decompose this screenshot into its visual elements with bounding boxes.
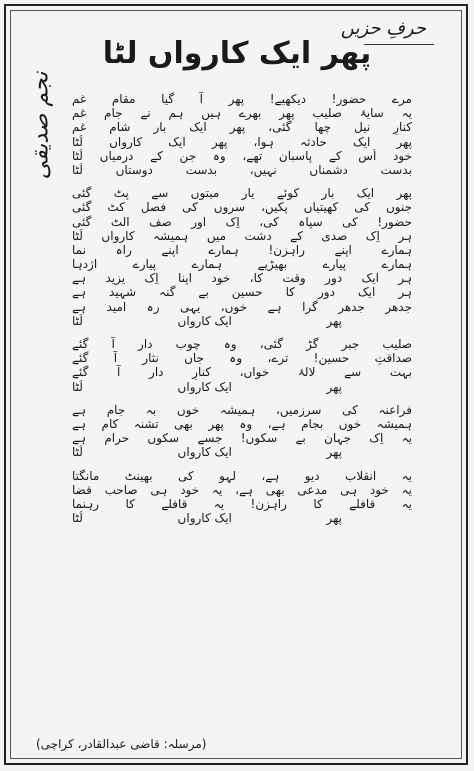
poem-line: یہ اِک جہان بے سکوں! جسے سکوں حرام ہے bbox=[72, 431, 412, 446]
stanza-gap bbox=[72, 177, 412, 186]
poet-signature-box bbox=[26, 50, 56, 200]
poem-line: مرے حضور! دیکھیے! پھر آ گیا مقامِ غم bbox=[72, 92, 412, 106]
sender-credit: (مرسلہ: قاضی عبدالقادر، کراچی) bbox=[36, 737, 207, 751]
poem-line: یہ انقلاب دیو ہے، لہو کی بھینٹ مانگتا bbox=[72, 468, 412, 483]
poem-line: ہر اِک صدی کے دشت میں ہمیشہ کارواں لُٹا bbox=[72, 228, 412, 243]
refrain-line bbox=[72, 380, 412, 394]
stanza-gap bbox=[72, 460, 412, 469]
poem-line: یہ قافلے کا راہزن! یہ قافلے کا رہنما bbox=[72, 496, 412, 511]
poem-line: صلیب جبر گڑ گئی، وہ چوب دار آ گئے bbox=[72, 337, 412, 351]
poem-line: یہ خود ہی مدعی بھی ہے، یہ خود ہی صاحبِ قضا bbox=[72, 482, 412, 497]
poem-line: حضور! کی سپاہ کی، اِک اور صف الٹ گئی bbox=[72, 214, 412, 229]
poem-line: ہر ایک دور کا حسین بے گنہ شہید ہے bbox=[72, 285, 412, 300]
poem-line: کنارِ نیل چھا گئی، پھر ایک بار شامِ غم bbox=[72, 120, 412, 135]
refrain-word: لُٹا bbox=[72, 511, 83, 526]
poet-name: نجم صدیقی bbox=[28, 71, 54, 179]
column-title: حرفِ حزیں bbox=[340, 18, 426, 39]
refrain-line bbox=[72, 314, 412, 328]
poem-title: پھر ایک کارواں لٹا bbox=[102, 36, 372, 71]
refrain-word: لُٹا bbox=[72, 313, 83, 328]
refrain-word: ایک کارواں bbox=[177, 313, 232, 328]
refrain-word: ایک کارواں bbox=[177, 511, 232, 526]
refrain-word: ایک کارواں bbox=[177, 379, 232, 394]
refrain-word: پھر bbox=[326, 313, 342, 328]
refrain-word: لُٹا bbox=[72, 445, 83, 460]
poem-line: یہ سایۂ صلیب پھر بھرے ہیں ہم نے جامِ غم bbox=[72, 106, 412, 121]
poem-line: پھر ایک بار کوئے یار میتوں سے پٹ گئی bbox=[72, 186, 412, 201]
stanza-gap bbox=[72, 328, 412, 337]
refrain-word: پھر bbox=[326, 379, 342, 394]
poem-body bbox=[72, 92, 412, 525]
refrain-word: لُٹا bbox=[72, 379, 83, 394]
poem-line: پھر ایک حادثہ ہوا، پھر ایک کارواں لُٹا bbox=[72, 134, 412, 149]
stanza-gap bbox=[72, 394, 412, 403]
refrain-word: ایک کارواں bbox=[177, 445, 232, 460]
refrain-word: پھر bbox=[326, 511, 342, 526]
poem-line: ہر ایک دور وقت کا، خود اپنا اِک یزید ہے bbox=[72, 271, 412, 286]
poem-line: بہت سے لالۂ خواں، کنارِ دار آ گئے bbox=[72, 365, 412, 380]
poem-line: جنوں کی کھیتیاں پکیں، سروں کی فصل کٹ گئی bbox=[72, 200, 412, 215]
poem-line: ہمارے اپنے راہزن! ہمارے اپنے راہ نما bbox=[72, 242, 412, 257]
refrain-line bbox=[72, 511, 412, 525]
poem-line: فراعنہ کی سرزمیں، ہمیشہ خوں بہ جام ہے bbox=[72, 402, 412, 417]
poem-line: خود اُس کے پاسبان تھے، وہ جن کے درمیاں لُٹا bbox=[72, 148, 412, 163]
poem-line: ہمارے پیارے بھیڑیے ہمارے پیارے اژدہا bbox=[72, 257, 412, 272]
poem-line: جدھر جدھر گرا ہے خوں، یہی رہ امید ہے bbox=[72, 299, 412, 314]
refrain-word: پھر bbox=[326, 445, 342, 460]
refrain-line bbox=[72, 445, 412, 459]
poem-line: ہمیشہ خوں بجام ہے، وہ پھر بھی تشنہ کام ہے bbox=[72, 416, 412, 431]
poem-line: صداقتِ حسین! ترے، وہ جاں نثار آ گئے bbox=[72, 351, 412, 366]
poem-line: بدست دشمناں نہیں، بدست دوستاں لُٹا bbox=[72, 162, 412, 177]
